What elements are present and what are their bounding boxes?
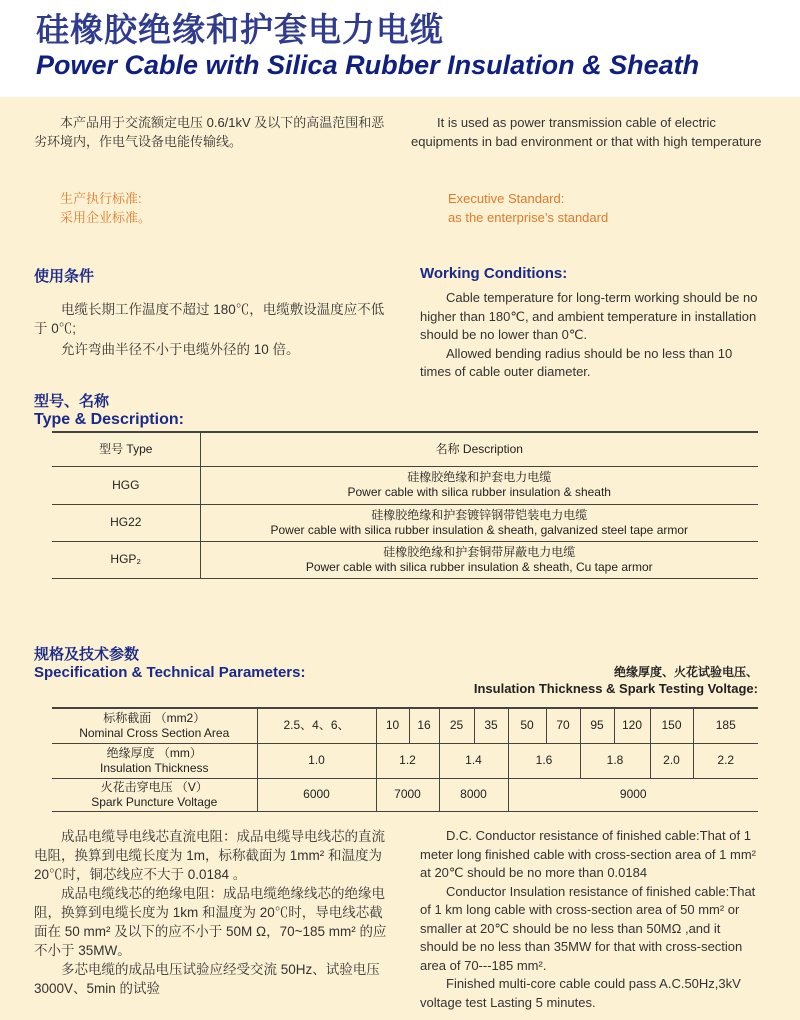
area-cell: 70 bbox=[546, 708, 580, 743]
thickness-row bbox=[52, 743, 758, 778]
spark-label bbox=[52, 778, 257, 811]
spark-cell: 7000 bbox=[376, 778, 439, 811]
type-code: HGP₂ bbox=[52, 541, 200, 578]
thickness-cell: 1.8 bbox=[580, 743, 650, 778]
conditions-en-p2: Allowed bending radius should be no less than 10 times of cable outer diameter. bbox=[420, 345, 733, 379]
resistance-en-p2: Conductor Insulation resistance of finished cable:That of 1 km long cable with cross-section area of 50 mm² or smaller at 20℃ should be no less than 50MΩ ,and it should be no less than 35MW for that with cross-section area of 70---185 mm². bbox=[420, 883, 756, 973]
conditions-cn-p1: 电缆长期工作温度不超过 180℃，电缆敷设温度应不低于 0℃; bbox=[34, 302, 385, 336]
intro-en: It is used as power transmission cable of electric equipments in bad environment or that with high temperature bbox=[411, 115, 762, 149]
area-row bbox=[52, 708, 758, 743]
intro-cn: 本产品用于交流额定电压 0.6/1kV 及以下的高温范围和恶劣环境内，作电气设备电能传输线。 bbox=[34, 115, 385, 149]
conditions-en-column bbox=[420, 289, 762, 382]
conditions-cn-p2: 允许弯曲半径不小于电缆外径的 10 倍。 bbox=[61, 342, 300, 357]
standard-cn-label: 生产执行标准: bbox=[60, 191, 142, 206]
type-description bbox=[200, 466, 758, 504]
area-cell: 120 bbox=[614, 708, 650, 743]
type-heading-cn: 型号、名称 bbox=[34, 393, 110, 410]
label-cn: 标称截面 （mm2） bbox=[103, 710, 206, 725]
description-en: Power cable with silica rubber insulation & sheath, Cu tape armor bbox=[305, 559, 653, 574]
type-table bbox=[52, 431, 758, 579]
resistance-cn-column bbox=[34, 827, 390, 998]
spec-subheading-en: Insulation Thickness & Spark Testing Voltage: bbox=[473, 681, 758, 696]
area-cell: 95 bbox=[580, 708, 614, 743]
thickness-cell: 1.4 bbox=[439, 743, 508, 778]
label-en: Nominal Cross Section Area bbox=[79, 725, 230, 740]
thickness-cell: 1.6 bbox=[508, 743, 580, 778]
table-row bbox=[52, 466, 758, 504]
spark-cell: 9000 bbox=[508, 778, 758, 811]
type-description bbox=[200, 504, 758, 541]
area-cell: 150 bbox=[650, 708, 693, 743]
area-cell: 50 bbox=[508, 708, 546, 743]
area-cell: 35 bbox=[474, 708, 508, 743]
resistance-cn-p3: 多芯电缆的成品电压试验应经受交流 50Hz、试验电压 3000V、5min 的试验 bbox=[34, 962, 380, 996]
type-table-header bbox=[52, 432, 758, 466]
resistance-en-column bbox=[420, 827, 762, 1012]
area-cell: 2.5、4、6、 bbox=[257, 708, 376, 743]
spec-table bbox=[52, 707, 758, 812]
description-en: Power cable with silica rubber insulation & sheath bbox=[347, 485, 611, 499]
label-en: Insulation Thickness bbox=[99, 760, 209, 775]
area-cell: 10 bbox=[376, 708, 409, 743]
header-description: 名称 Description bbox=[200, 432, 758, 466]
thickness-cell: 2.2 bbox=[693, 743, 758, 778]
area-label bbox=[52, 708, 257, 743]
description-cn: 硅橡胶绝缘和护套镀锌钢带铠装电力电缆 bbox=[371, 507, 588, 522]
area-cell: 16 bbox=[409, 708, 439, 743]
conditions-en-p1: Cable temperature for long-term working should be no higher than 180℃, and ambient temperature in installation should be no lower than 0℃. bbox=[420, 290, 758, 342]
description-en: Power cable with silica rubber insulation & sheath, galvanized steel tape armor bbox=[270, 522, 689, 537]
conditions-cn-column bbox=[34, 300, 390, 359]
spec-heading-en: Specification & Technical Parameters: bbox=[34, 664, 306, 681]
conditions-heading-cn: 使用条件 bbox=[34, 268, 95, 285]
table-row bbox=[52, 541, 758, 578]
label-cn: 火花击穿电压 （V） bbox=[100, 779, 208, 794]
conditions-heading-en: Working Conditions: bbox=[420, 265, 568, 282]
label-cn: 绝缘厚度 （mm） bbox=[106, 745, 202, 760]
spec-subheading-cn: 绝缘厚度、火花试验电压、 bbox=[613, 665, 758, 679]
standard-en-label: Executive Standard: bbox=[448, 191, 565, 206]
type-code: HGG bbox=[52, 466, 200, 504]
thickness-cell: 2.0 bbox=[650, 743, 693, 778]
resistance-cn-p2: 成品电缆线芯的绝缘电阻：成品电缆绝缘线芯的绝缘电阻，换算到电缆长度为 1km 和温度为 20℃时，导电线芯截面在 50 mm² 及以下的应不小于 50M Ω，70~185 mm² 的应不小于 35MW。 bbox=[34, 886, 387, 958]
resistance-cn-p1: 成品电缆导电线芯直流电阻：成品电缆导电线芯的直流电阻，换算到电缆长度为 1m，标称截面为 1mm² 和温度为 20℃时，铜芯线应不大于 0.0184 。 bbox=[34, 829, 385, 882]
header-type: 型号 Type bbox=[52, 432, 200, 466]
label-en: Spark Puncture Voltage bbox=[91, 794, 218, 809]
area-cell: 25 bbox=[439, 708, 474, 743]
resistance-en-p1: D.C. Conductor resistance of finished cable:That of 1 meter long finished cable with cross-section area of 1 mm² at 20℃ should be no more than 0.0184 bbox=[420, 828, 756, 880]
type-code: HG22 bbox=[52, 504, 200, 541]
standard-cn-value: 采用企业标准。 bbox=[60, 210, 152, 225]
type-description bbox=[200, 541, 758, 578]
area-cell: 185 bbox=[693, 708, 758, 743]
title-en: Power Cable with Silica Rubber Insulation & Sheath bbox=[36, 50, 700, 80]
description-cn: 硅橡胶绝缘和护套铜带屏蔽电力电缆 bbox=[383, 544, 576, 559]
resistance-en-p3: Finished multi-core cable could pass A.C.50Hz,3kV voltage test Lasting 5 minutes. bbox=[420, 976, 741, 1010]
spark-row bbox=[52, 778, 758, 811]
title-cn: 硅橡胶绝缘和护套电力电缆 bbox=[36, 11, 444, 48]
type-heading-en: Type & Description: bbox=[34, 411, 184, 428]
spark-cell: 8000 bbox=[439, 778, 508, 811]
thickness-cell: 1.2 bbox=[376, 743, 439, 778]
thickness-label bbox=[52, 743, 257, 778]
description-cn: 硅橡胶绝缘和护套电力电缆 bbox=[407, 470, 552, 484]
spec-heading-cn: 规格及技术参数 bbox=[34, 646, 140, 663]
table-row bbox=[52, 504, 758, 541]
thickness-cell: 1.0 bbox=[257, 743, 376, 778]
spark-cell: 6000 bbox=[257, 778, 376, 811]
standard-en-value: as the enterprise’s standard bbox=[448, 210, 609, 225]
